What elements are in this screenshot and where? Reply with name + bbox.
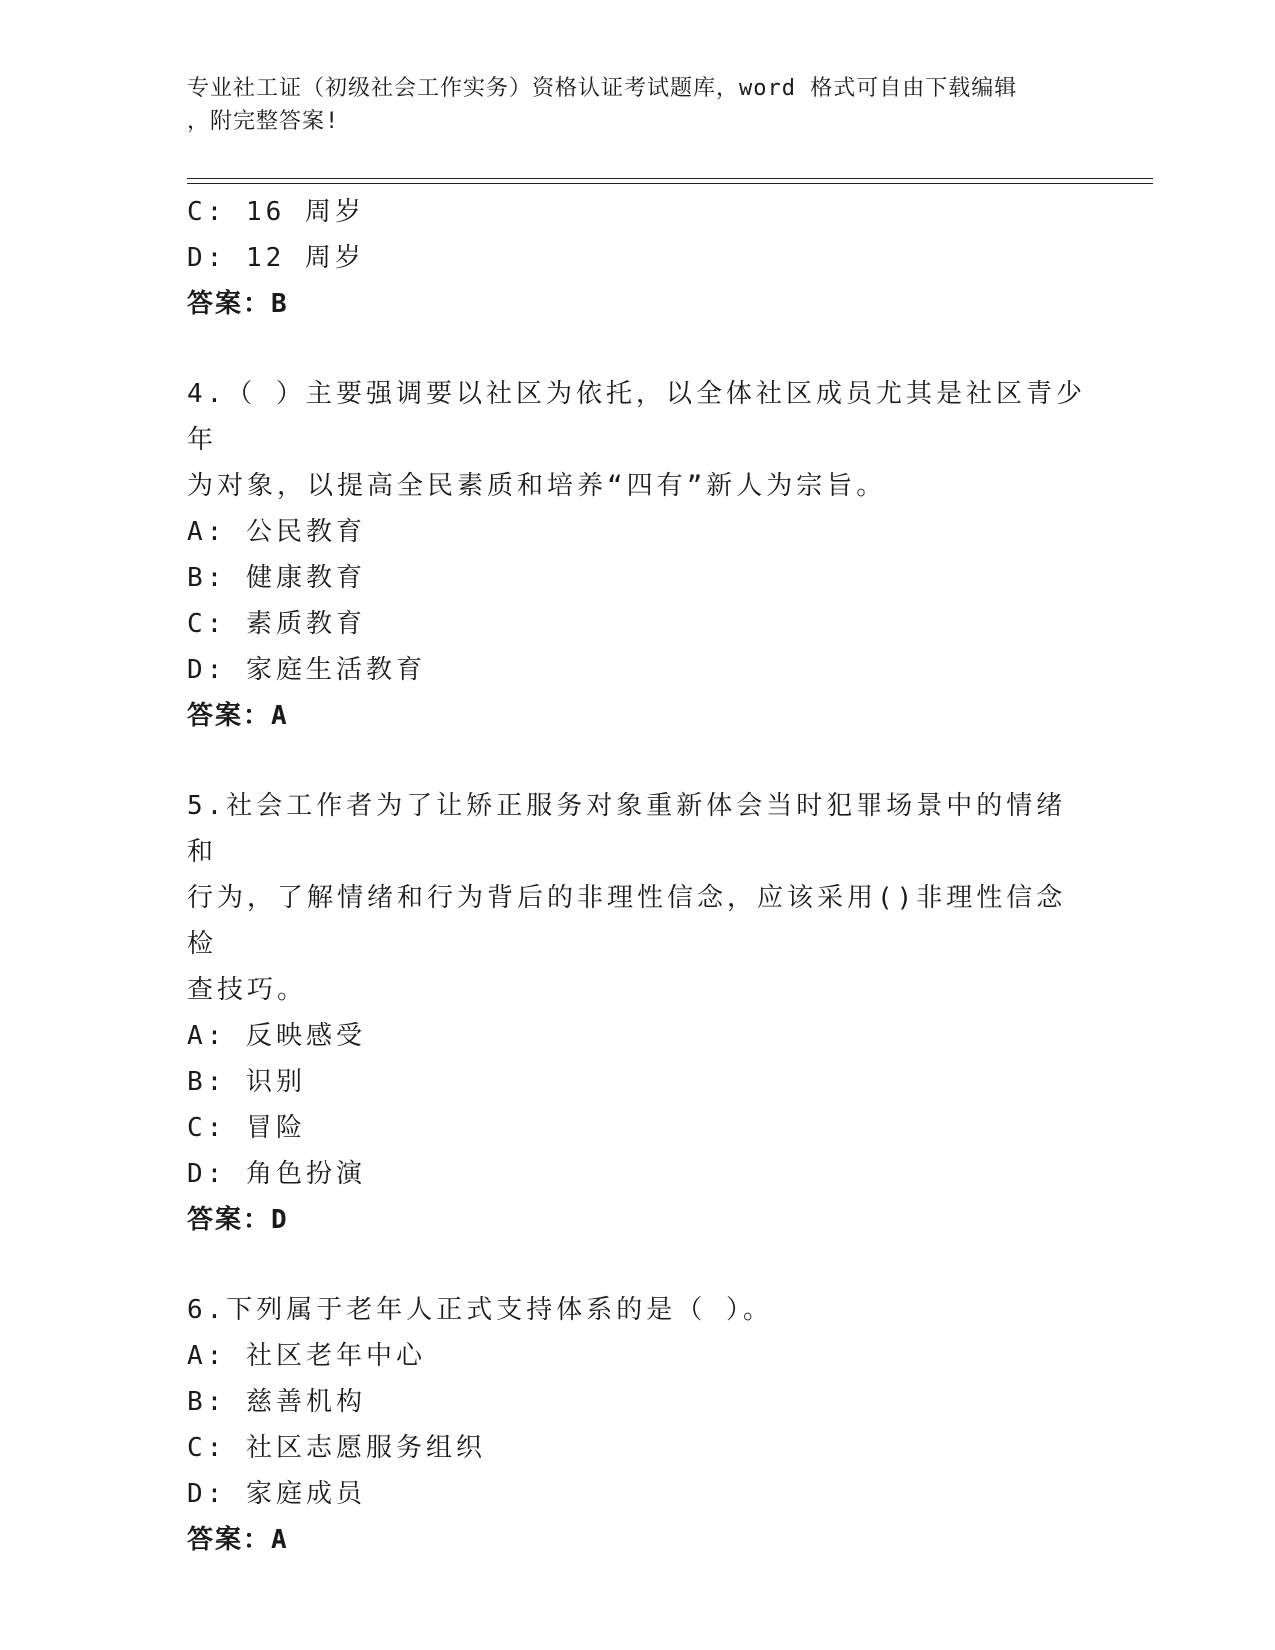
option-d: D: 家庭成员 — [187, 1479, 366, 1509]
question-stem — [187, 371, 1087, 509]
document-header — [187, 72, 1087, 138]
question-stem — [187, 1287, 1087, 1333]
question-block-4 — [187, 371, 1087, 739]
option-a: A: 公民教育 — [187, 517, 366, 547]
stem-line: 4.（ ）主要强调要以社区为依托，以全体社区成员尤其是社区青少年 — [187, 379, 1086, 455]
option-b: B: 慈善机构 — [187, 1387, 366, 1417]
stem-line: 6.下列属于老年人正式支持体系的是（ ）。 — [187, 1295, 773, 1325]
answer-line: 答案：A — [187, 1525, 289, 1555]
header-rule-bottom — [187, 183, 1153, 184]
question-stem — [187, 783, 1087, 1013]
option-b: B: 健康教育 — [187, 563, 366, 593]
header-line-2: ，附完整答案! — [187, 109, 340, 134]
option-d: D: 角色扮演 — [187, 1159, 366, 1189]
option-d: D: 12 周岁 — [187, 243, 365, 273]
header-rule-top — [187, 178, 1153, 179]
option-a: A: 社区老年中心 — [187, 1341, 426, 1371]
question-block-5 — [187, 783, 1087, 1243]
header-line-1: 专业社工证（初级社会工作实务）资格认证考试题库，word 格式可自由下载编辑 — [187, 76, 1018, 101]
option-c: C: 社区志愿服务组织 — [187, 1433, 486, 1463]
answer-line: 答案：A — [187, 701, 289, 731]
stem-line: 查技巧。 — [187, 975, 308, 1005]
stem-line: 行为，了解情绪和行为背后的非理性信念，应该采用()非理性信念检 — [187, 883, 1067, 959]
question-list — [187, 189, 1087, 1563]
option-d: D: 家庭生活教育 — [187, 655, 426, 685]
stem-line: 为对象，以提高全民素质和培养“四有”新人为宗旨。 — [187, 471, 887, 501]
stem-line: 5.社会工作者为了让矫正服务对象重新体会当时犯罪场景中的情绪和 — [187, 791, 1067, 867]
answer-line: 答案：B — [187, 289, 289, 319]
option-b: B: 识别 — [187, 1067, 306, 1097]
option-c: C: 素质教育 — [187, 609, 366, 639]
question-block-3 — [187, 189, 1087, 327]
option-c: C: 16 周岁 — [187, 197, 365, 227]
option-c: C: 冒险 — [187, 1113, 306, 1143]
question-block-6 — [187, 1287, 1087, 1563]
option-a: A: 反映感受 — [187, 1021, 366, 1051]
answer-line: 答案：D — [187, 1205, 289, 1235]
